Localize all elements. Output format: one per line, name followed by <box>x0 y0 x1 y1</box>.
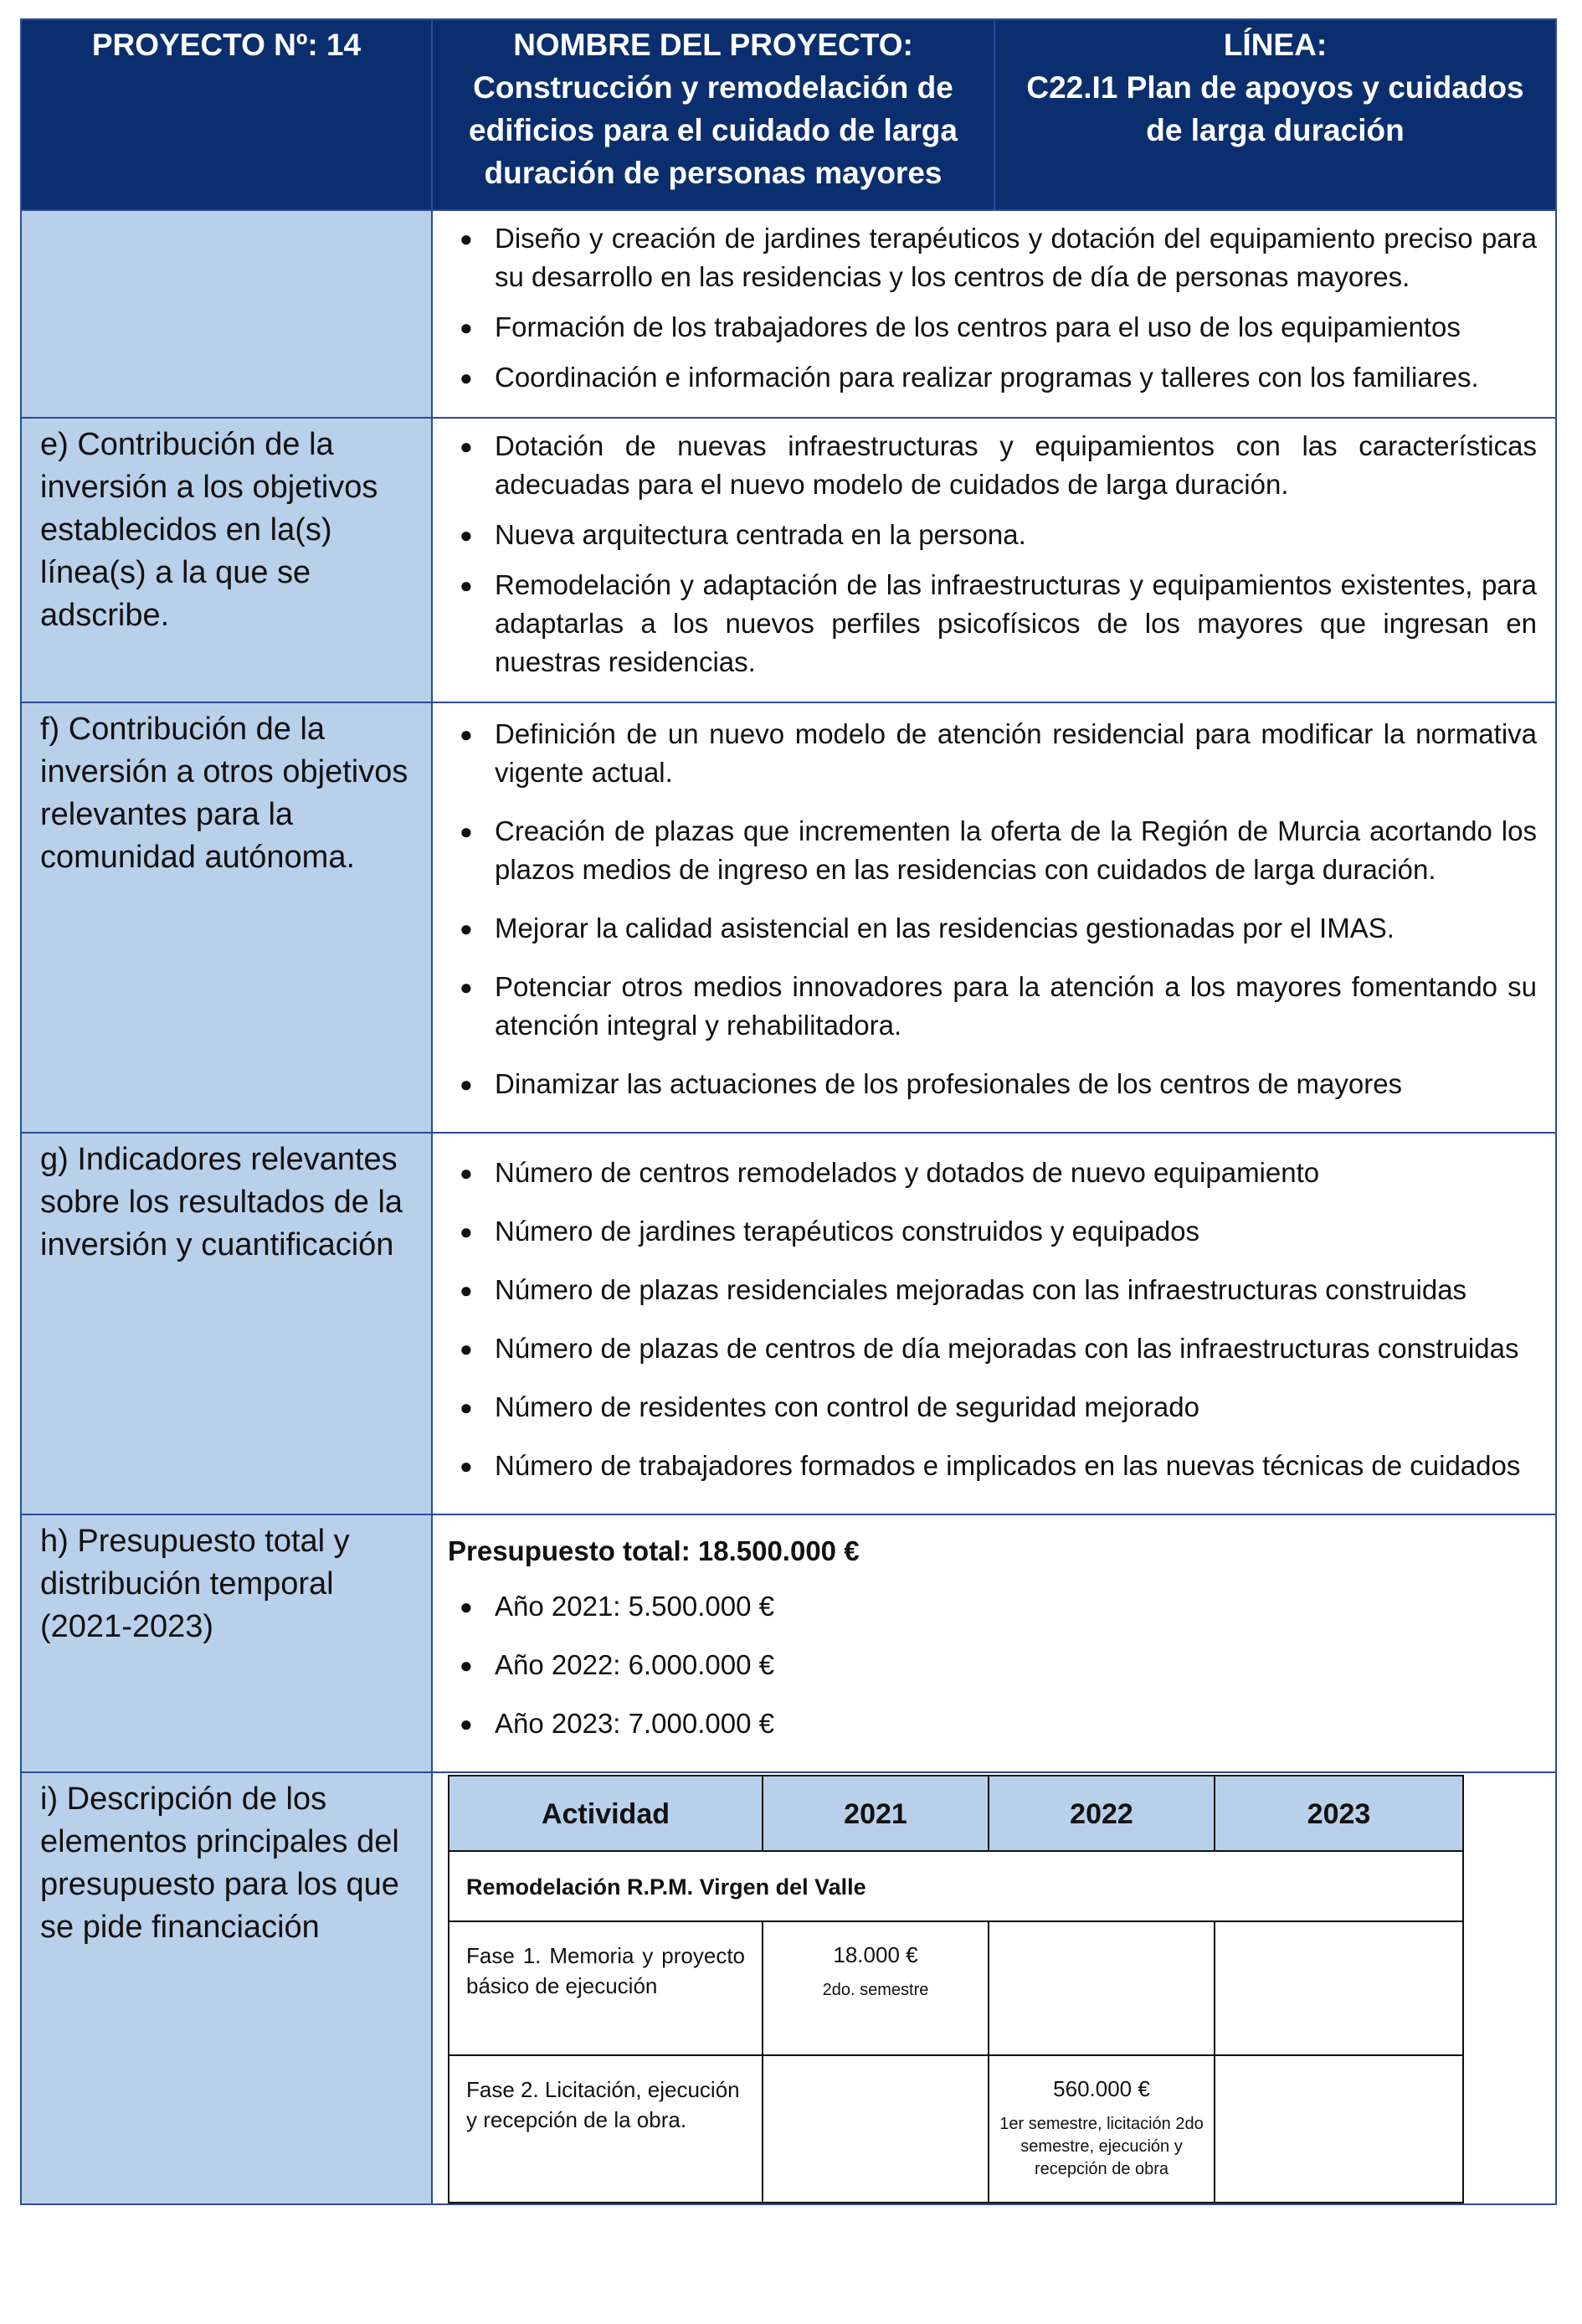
list-item: ● Potenciar otros medios innovadores para la atención a los mayores fomentando su atención integral y rehabilitadora. <box>448 968 1537 1045</box>
section-e <box>21 418 1556 702</box>
phase-cell: Fase 1. Memoria y proyecto básico de ejecución <box>449 1921 763 2055</box>
bullet-icon: ● <box>460 1653 473 1678</box>
project-name-cell <box>432 19 994 210</box>
bullet-icon: ● <box>460 916 473 941</box>
project-number: PROYECTO Nº: 14 <box>21 19 432 210</box>
amount-cell-2021: 18.000 € 2do. semestre <box>763 1921 989 2055</box>
phase-cell: Fase 2. Licitación, ejecución y recepción de la obra. <box>449 2055 763 2203</box>
section-content <box>432 702 1556 1133</box>
list-item: ● Remodelación y adaptación de las infraestructuras y equipamientos existentes, para adaptarlas a los nuevos perfiles psicofísicos de los mayores que ingresan en nuestras residencias. <box>448 566 1537 681</box>
project-table <box>20 18 1557 2205</box>
section-g <box>21 1133 1556 1514</box>
list-item: ● Creación de plazas que incrementen la oferta de la Región de Murcia acortando los plazos medios de ingreso en las residencias con cuidados de larga duración. <box>448 812 1537 889</box>
project-name-label: NOMBRE DEL PROYECTO: <box>513 28 913 62</box>
section-h <box>21 1514 1556 1772</box>
list-item: ● Diseño y creación de jardines terapéuticos y dotación del equipamiento preciso para su desarrollo en las residencias y los centros de día de personas mayores. <box>448 219 1537 296</box>
bullet-icon: ● <box>460 1453 473 1478</box>
list-item: ● Número de residentes con control de seguridad mejorado <box>448 1388 1537 1427</box>
table-row <box>449 1921 1463 2055</box>
section-content <box>432 1514 1556 1772</box>
column-header: Actividad <box>449 1776 763 1851</box>
amount-cell-2021 <box>763 2055 989 2203</box>
list-item: ● Mejorar la calidad asistencial en las residencias gestionadas por el IMAS. <box>448 909 1537 948</box>
budget-table <box>448 1775 1464 2203</box>
section-label: f) Contribución de la inversión a otros objetivos relevantes para la comunidad autónoma. <box>21 702 432 1133</box>
bullet-list <box>448 715 1537 1103</box>
section-content <box>432 1772 1556 2204</box>
bullet-icon: ● <box>460 1711 473 1736</box>
bullet-list <box>448 1154 1537 1485</box>
bullet-icon: ● <box>460 315 473 340</box>
budget-table-header <box>449 1776 1463 1851</box>
bullet-icon: ● <box>460 1395 473 1420</box>
bullet-icon: ● <box>460 974 473 1000</box>
list-item: ● Número de plazas residenciales mejoradas con las infraestructuras construidas <box>448 1271 1537 1309</box>
bullet-icon: ● <box>460 1219 473 1244</box>
project-line-label: LÍNEA: <box>1223 28 1328 62</box>
section-label: h) Presupuesto total y distribución temporal (2021-2023) <box>21 1514 432 1772</box>
bullet-icon: ● <box>460 365 473 390</box>
section-label: g) Indicadores relevantes sobre los resultados de la inversión y cuantificación <box>21 1133 432 1514</box>
bullet-icon: ● <box>460 226 473 251</box>
list-item: ● Número de trabajadores formados e implicados en las nuevas técnicas de cuidados <box>448 1447 1537 1485</box>
list-item: ● Formación de los trabajadores de los centros para el uso de los equipamientos <box>448 308 1537 347</box>
list-item: ● Año 2022: 6.000.000 € <box>448 1646 1537 1684</box>
column-header: 2021 <box>763 1776 989 1851</box>
section-label: e) Contribución de la inversión a los objetivos establecidos en la(s) línea(s) a la que se adscribe. <box>21 418 432 702</box>
bullet-icon: ● <box>460 522 473 548</box>
section-content <box>432 418 1556 702</box>
bullet-list <box>448 427 1537 681</box>
list-item: ● Año 2023: 7.000.000 € <box>448 1704 1537 1743</box>
table-row <box>449 2055 1463 2203</box>
bullet-icon: ● <box>460 1336 473 1361</box>
project-line-value: C22.I1 Plan de apoyos y cuidados de larga duración <box>1026 70 1524 147</box>
section-label: i) Descripción de los elementos principales del presupuesto para los que se pide financiación <box>21 1772 432 2204</box>
group-title: Remodelación R.P.M. Virgen del Valle <box>449 1851 1463 1921</box>
amount-cell-2023 <box>1215 1921 1463 2055</box>
list-item: ● Dinamizar las actuaciones de los profesionales de los centros de mayores <box>448 1065 1537 1103</box>
project-line-cell <box>994 19 1556 210</box>
section-f <box>21 702 1556 1133</box>
amount-cell-2022: 560.000 € 1er semestre, licitación 2do semestre, ejecución y recepción de obra <box>989 2055 1215 2203</box>
bullet-list <box>448 219 1537 397</box>
column-header: 2022 <box>989 1776 1215 1851</box>
list-item: ● Definición de un nuevo modelo de atención residencial para modificar la normativa vigente actual. <box>448 715 1537 792</box>
bullet-icon: ● <box>460 1160 473 1185</box>
bullet-icon: ● <box>460 722 473 747</box>
header-row <box>21 19 1556 210</box>
list-item: ● Dotación de nuevas infraestructuras y equipamientos con las características adecuadas para el nuevo modelo de cuidados de larga duración. <box>448 427 1537 504</box>
list-item: ● Año 2021: 5.500.000 € <box>448 1587 1537 1626</box>
bullet-icon: ● <box>460 1072 473 1097</box>
bullet-list <box>448 1587 1537 1743</box>
list-item: ● Número de centros remodelados y dotados de nuevo equipamiento <box>448 1154 1537 1192</box>
budget-total: Presupuesto total: 18.500.000 € <box>448 1535 860 1566</box>
bullet-icon: ● <box>460 1594 473 1619</box>
section-i <box>21 1772 1556 2204</box>
list-item: ● Número de plazas de centros de día mejoradas con las infraestructuras construidas <box>448 1329 1537 1368</box>
bullet-icon: ● <box>460 819 473 844</box>
bullet-icon: ● <box>460 573 473 598</box>
list-item: ● Nueva arquitectura centrada en la persona. <box>448 516 1537 554</box>
section-content <box>432 210 1556 418</box>
project-name-value: Construcción y remodelación de edificios para el cuidado de larga duración de personas mayores <box>469 70 958 190</box>
section-label <box>21 210 432 418</box>
section-continuation <box>21 210 1556 418</box>
list-item: ● Número de jardines terapéuticos construidos y equipados <box>448 1212 1537 1251</box>
amount-cell-2022 <box>989 1921 1215 2055</box>
bullet-icon: ● <box>460 434 473 459</box>
bullet-icon: ● <box>460 1278 473 1303</box>
section-content <box>432 1133 1556 1514</box>
list-item: ● Coordinación e información para realizar programas y talleres con los familiares. <box>448 358 1537 397</box>
column-header: 2023 <box>1215 1776 1463 1851</box>
amount-cell-2023 <box>1215 2055 1463 2203</box>
group-row <box>449 1851 1463 1921</box>
project-sheet <box>20 18 1555 2205</box>
